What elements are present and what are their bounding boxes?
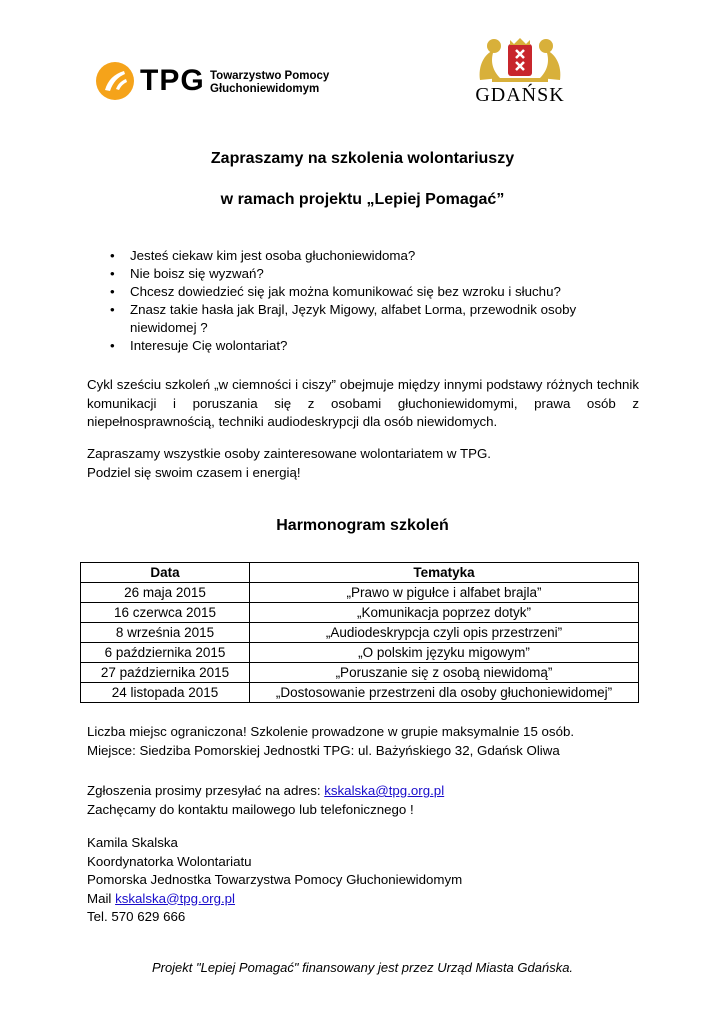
funding-footer: Projekt "Lepiej Pomagać" finansowany jest przez Urząd Miasta Gdańska. xyxy=(151,960,574,975)
list-item: • Jesteś ciekaw kim jest osoba głuchoniewidoma? xyxy=(110,247,590,265)
signup-email-link[interactable]: kskalska@tpg.org.pl xyxy=(324,783,445,798)
info-line: Miejsce: Siedziba Pomorskiej Jednostki TPG: ul. Bażyńskiego 32, Gdańsk Oliwa xyxy=(87,742,560,758)
date-cell: 6 października 2015 xyxy=(81,643,250,663)
tpg-logo xyxy=(96,60,336,104)
table-row xyxy=(81,603,639,623)
info-paragraph xyxy=(87,723,639,760)
list-item: • Interesuje Cię wolontariat? xyxy=(110,337,590,355)
topic-cell: „Prawo w pigułce i alfabet brajla” xyxy=(250,583,639,603)
topic-cell: „Komunikacja poprzez dotyk” xyxy=(250,603,639,623)
gdansk-label: GDAŃSK xyxy=(475,84,565,106)
date-cell: 24 listopada 2015 xyxy=(81,683,250,703)
contact-tel: Tel. 570 629 666 xyxy=(87,909,186,924)
topic-cell: „O polskim języku migowym” xyxy=(250,643,639,663)
gdansk-logo xyxy=(472,36,568,106)
table-row xyxy=(81,683,639,703)
tpg-name-line1: Towarzystwo Pomocy xyxy=(210,70,330,82)
contact-mail xyxy=(87,890,639,909)
date-cell: 8 września 2015 xyxy=(81,623,250,643)
list-item: • Nie boisz się wyzwań? xyxy=(110,265,590,283)
date-cell: 16 czerwca 2015 xyxy=(81,603,250,623)
schedule-table xyxy=(80,562,639,703)
column-header-topic: Tematyka xyxy=(250,563,639,583)
date-cell: 26 maja 2015 xyxy=(81,583,250,603)
topic-cell: „Dostosowanie przestrzeni dla osoby głuchoniewidomej” xyxy=(250,683,639,703)
table-row xyxy=(81,643,639,663)
table-row xyxy=(81,583,639,603)
list-item: • Chcesz dowiedzieć się jak można komunikować się bez wzroku i słuchu? xyxy=(110,283,590,301)
tpg-name-line2: Głuchoniewidomym xyxy=(210,83,320,95)
table-row xyxy=(81,663,639,683)
invite-line: Podziel się swoim czasem i energią! xyxy=(87,464,301,480)
table-header-row xyxy=(81,563,639,583)
contact-role: Koordynatorka Wolontariatu xyxy=(87,853,252,869)
signup-line xyxy=(87,782,639,801)
column-header-date: Data xyxy=(81,563,250,583)
list-item: • Znasz takie hasła jak Brajl, Język Migowy, alfabet Lorma, przewodnik osoby niewidomej ? xyxy=(110,301,590,337)
question-list xyxy=(110,247,590,355)
page-subtitle: w ramach projektu „Lepiej Pomagać” xyxy=(220,191,505,208)
gdansk-crest-icon xyxy=(472,36,568,84)
tpg-name xyxy=(210,70,329,96)
contact-org: Pomorska Jednostka Towarzystwa Pomocy Głuchoniewidomym xyxy=(87,872,463,887)
signup-paragraph xyxy=(87,782,639,819)
mail-prefix: Mail xyxy=(87,890,116,906)
page-title: Zapraszamy na szkolenia wolontariuszy xyxy=(210,150,515,167)
topic-cell: „Audiodeskrypcja czyli opis przestrzeni” xyxy=(250,623,639,643)
info-line: Liczba miejsc ograniczona! Szkolenie prowadzone w grupie maksymalnie 15 osób. xyxy=(87,724,575,739)
date-cell: 27 października 2015 xyxy=(81,663,250,683)
description-paragraph: Cykl sześciu szkoleń „w ciemności i ciszy” obejmuje między innymi podstawy różnych technik komunikacji i poruszania się z osobami głuchoniewidomymi, prawa osób z niepełnosprawnością, techniki audiodeskrypcji dla osób niewidomych. xyxy=(87,377,639,429)
table-row xyxy=(81,623,639,643)
contact-email-link[interactable]: kskalska@tpg.org.pl xyxy=(115,890,236,906)
schedule-title: Harmonogram szkoleń xyxy=(276,517,449,534)
tpg-wordmark: TPG xyxy=(140,64,205,97)
invite-paragraph xyxy=(87,445,639,482)
signup-line: Zachęcamy do kontaktu mailowego lub telefonicznego ! xyxy=(87,801,414,817)
contact-block xyxy=(87,834,639,927)
invite-line: Zapraszamy wszystkie osoby zainteresowane wolontariatem w TPG. xyxy=(87,446,491,461)
contact-name: Kamila Skalska xyxy=(87,835,178,850)
tpg-hand-icon xyxy=(96,62,134,100)
topic-cell: „Poruszanie się z osobą niewidomą” xyxy=(250,663,639,683)
signup-prefix: Zgłoszenia prosimy przesyłać na adres: xyxy=(87,783,325,798)
